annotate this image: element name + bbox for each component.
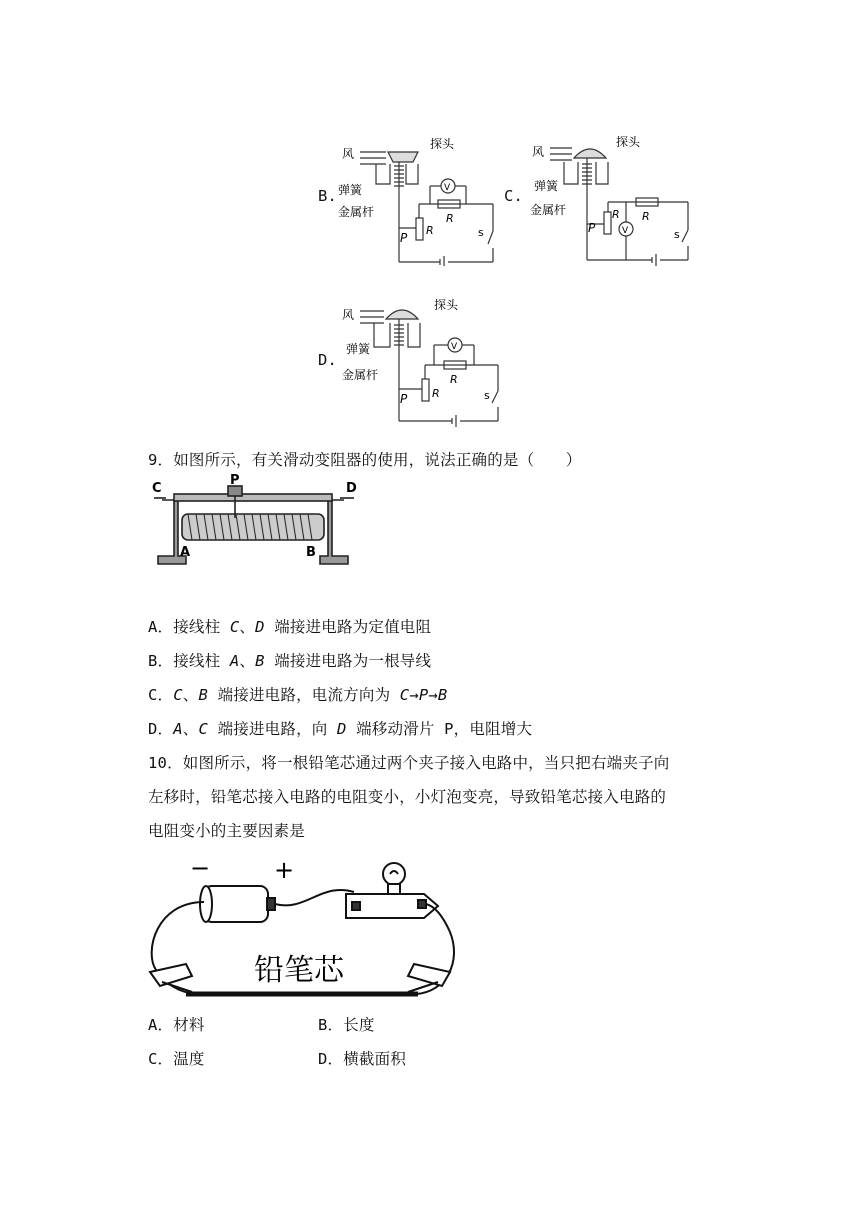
battery-plus-label: +: [274, 856, 295, 884]
wind-label: 风: [532, 145, 545, 159]
p-label: P: [400, 231, 408, 245]
wind-label: 风: [342, 147, 355, 161]
p-label: P: [400, 392, 408, 406]
q10-stem-line3: 电阻变小的主要因素是: [148, 822, 306, 840]
q9-option-c: C．C、B 端接进电路，电流方向为 C→P→B: [148, 686, 448, 704]
terminal-a-label: A: [180, 545, 191, 560]
q9-option-d: D．A、C 端接进电路，向 D 端移动滑片 P，电阻增大: [148, 720, 533, 738]
voltmeter-label: V: [622, 226, 629, 236]
q9-option-a: A．接线柱 C、D 端接进电路为定值电阻: [148, 618, 432, 636]
option-b-label: B.: [318, 187, 338, 205]
terminal-b-label: B: [306, 545, 316, 560]
probe-label: 探头: [430, 137, 455, 151]
q9-stem: 9．如图所示，有关滑动变阻器的使用，说法正确的是（ ）: [148, 451, 582, 469]
r2-label: R: [612, 208, 620, 221]
q10-option-c: C．温度: [148, 1050, 205, 1068]
pencil-lead-circuit-figure: [146, 852, 462, 1002]
r2-label: R: [432, 387, 440, 400]
metal-rod-label: 金属杆: [530, 203, 567, 217]
voltmeter-label: V: [444, 183, 451, 193]
q10-stem-line2: 左移时，铅笔芯接入电路的电阻变小，小灯泡变亮，导致铅笔芯接入电路的: [148, 788, 667, 806]
q10-option-d: D．横截面积: [318, 1050, 407, 1068]
q9-option-b: B．接线柱 A、B 端接进电路为一根导线: [148, 652, 432, 670]
figure-c: [528, 132, 698, 267]
r1-label: R: [450, 373, 458, 386]
r1-label: R: [446, 212, 454, 225]
q10-option-b: B．长度: [318, 1016, 375, 1034]
pencil-lead-label: 铅笔芯: [254, 953, 344, 988]
wind-label: 风: [342, 308, 355, 322]
slider-p-label: P: [230, 474, 240, 488]
rheostat-figure: [148, 474, 370, 570]
q10-option-a: A．材料: [148, 1016, 205, 1034]
option-d-label: D.: [318, 351, 338, 369]
switch-label: s: [478, 226, 484, 239]
terminal-c-label: C: [152, 481, 162, 496]
option-c-label: C.: [504, 187, 524, 205]
figure-b: [338, 136, 508, 266]
probe-label: 探头: [434, 298, 459, 312]
voltmeter-label: V: [451, 342, 458, 352]
battery-minus-label: −: [190, 854, 211, 882]
metal-rod-label: 金属杆: [342, 368, 379, 382]
spring-label: 弹簧: [534, 179, 559, 193]
q10-stem-line1: 10．如图所示，将一根铅笔芯通过两个夹子接入电路中，当只把右端夹子向: [148, 754, 670, 772]
spring-label: 弹簧: [338, 183, 363, 197]
probe-label: 探头: [616, 135, 641, 149]
switch-label: s: [674, 228, 680, 241]
spring-label: 弹簧: [346, 342, 371, 356]
figure-d: [338, 293, 508, 428]
r1-label: R: [642, 210, 650, 223]
metal-rod-label: 金属杆: [338, 205, 375, 219]
p-label: P: [588, 221, 596, 235]
terminal-d-label: D: [346, 481, 357, 496]
switch-label: s: [484, 389, 490, 402]
r2-label: R: [426, 224, 434, 237]
